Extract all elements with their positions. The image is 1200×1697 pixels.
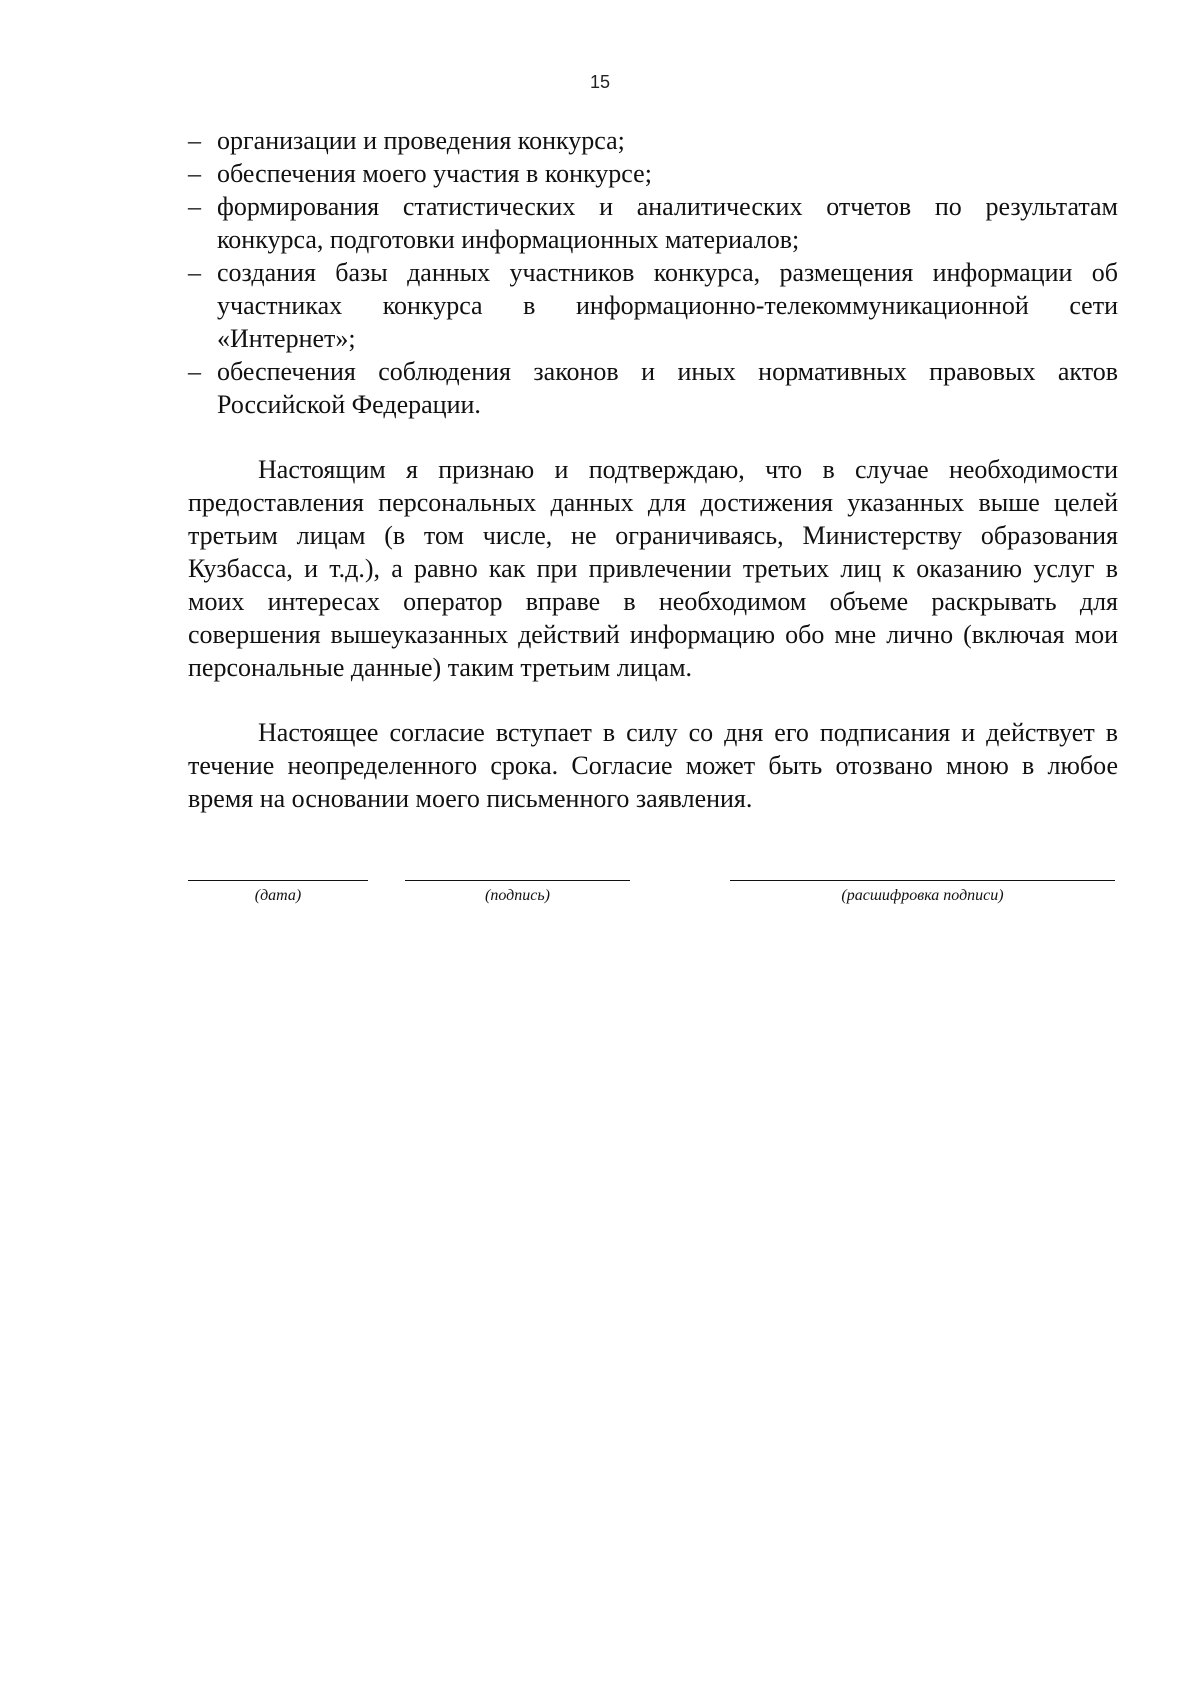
paragraph-consent-validity: Настоящее согласие вступает в силу со дня его подписания и действует в течение неопределенного срока. Согласие может быть отозвано мною в любое время на основании моего письменного заявления. — [188, 718, 1118, 813]
transcript-line — [730, 880, 1115, 881]
list-item: – организации и проведения конкурса; — [188, 124, 1118, 157]
list-item: – формирования статистических и аналитических отчетов по результатам конкурса, подготовки информационных материалов; — [188, 190, 1118, 256]
signature-caption: (подпись) — [485, 887, 550, 904]
purpose-list — [188, 124, 1118, 421]
signature-block — [0, 880, 1200, 920]
document-body — [188, 124, 1118, 815]
date-line — [188, 880, 368, 881]
transcript-field — [730, 880, 1115, 905]
paragraph-third-party-disclosure: Настоящим я признаю и подтверждаю, что в случае необходимости предоставления персональных данных для достижения указанных выше целей третьим лицам (в том числе, не ограничиваясь, Министерству образования Кузбасса, и т.д.), а равно как при привлечении третьих лиц к оказанию услуг в моих интересах оператор вправе в необходимом объеме раскрывать для совершения вышеуказанных действий информацию обо мне лично (включая мои персональные данные) таким третьим лицам. — [188, 455, 1118, 682]
date-caption: (дата) — [254, 887, 302, 904]
signature-line — [405, 880, 630, 881]
list-item: – создания базы данных участников конкурса, размещения информации об участниках конкурса в информационно-телекоммуникационной сети «Интернет»; — [188, 256, 1118, 355]
date-field — [188, 880, 368, 905]
list-item: – обеспечения соблюдения законов и иных нормативных правовых актов Российской Федерации. — [188, 355, 1118, 421]
signature-field — [405, 880, 630, 905]
page-number: 15 — [589, 72, 611, 92]
list-item: – обеспечения моего участия в конкурсе; — [188, 157, 1118, 190]
transcript-caption: (расшифровка подписи) — [841, 887, 1004, 904]
